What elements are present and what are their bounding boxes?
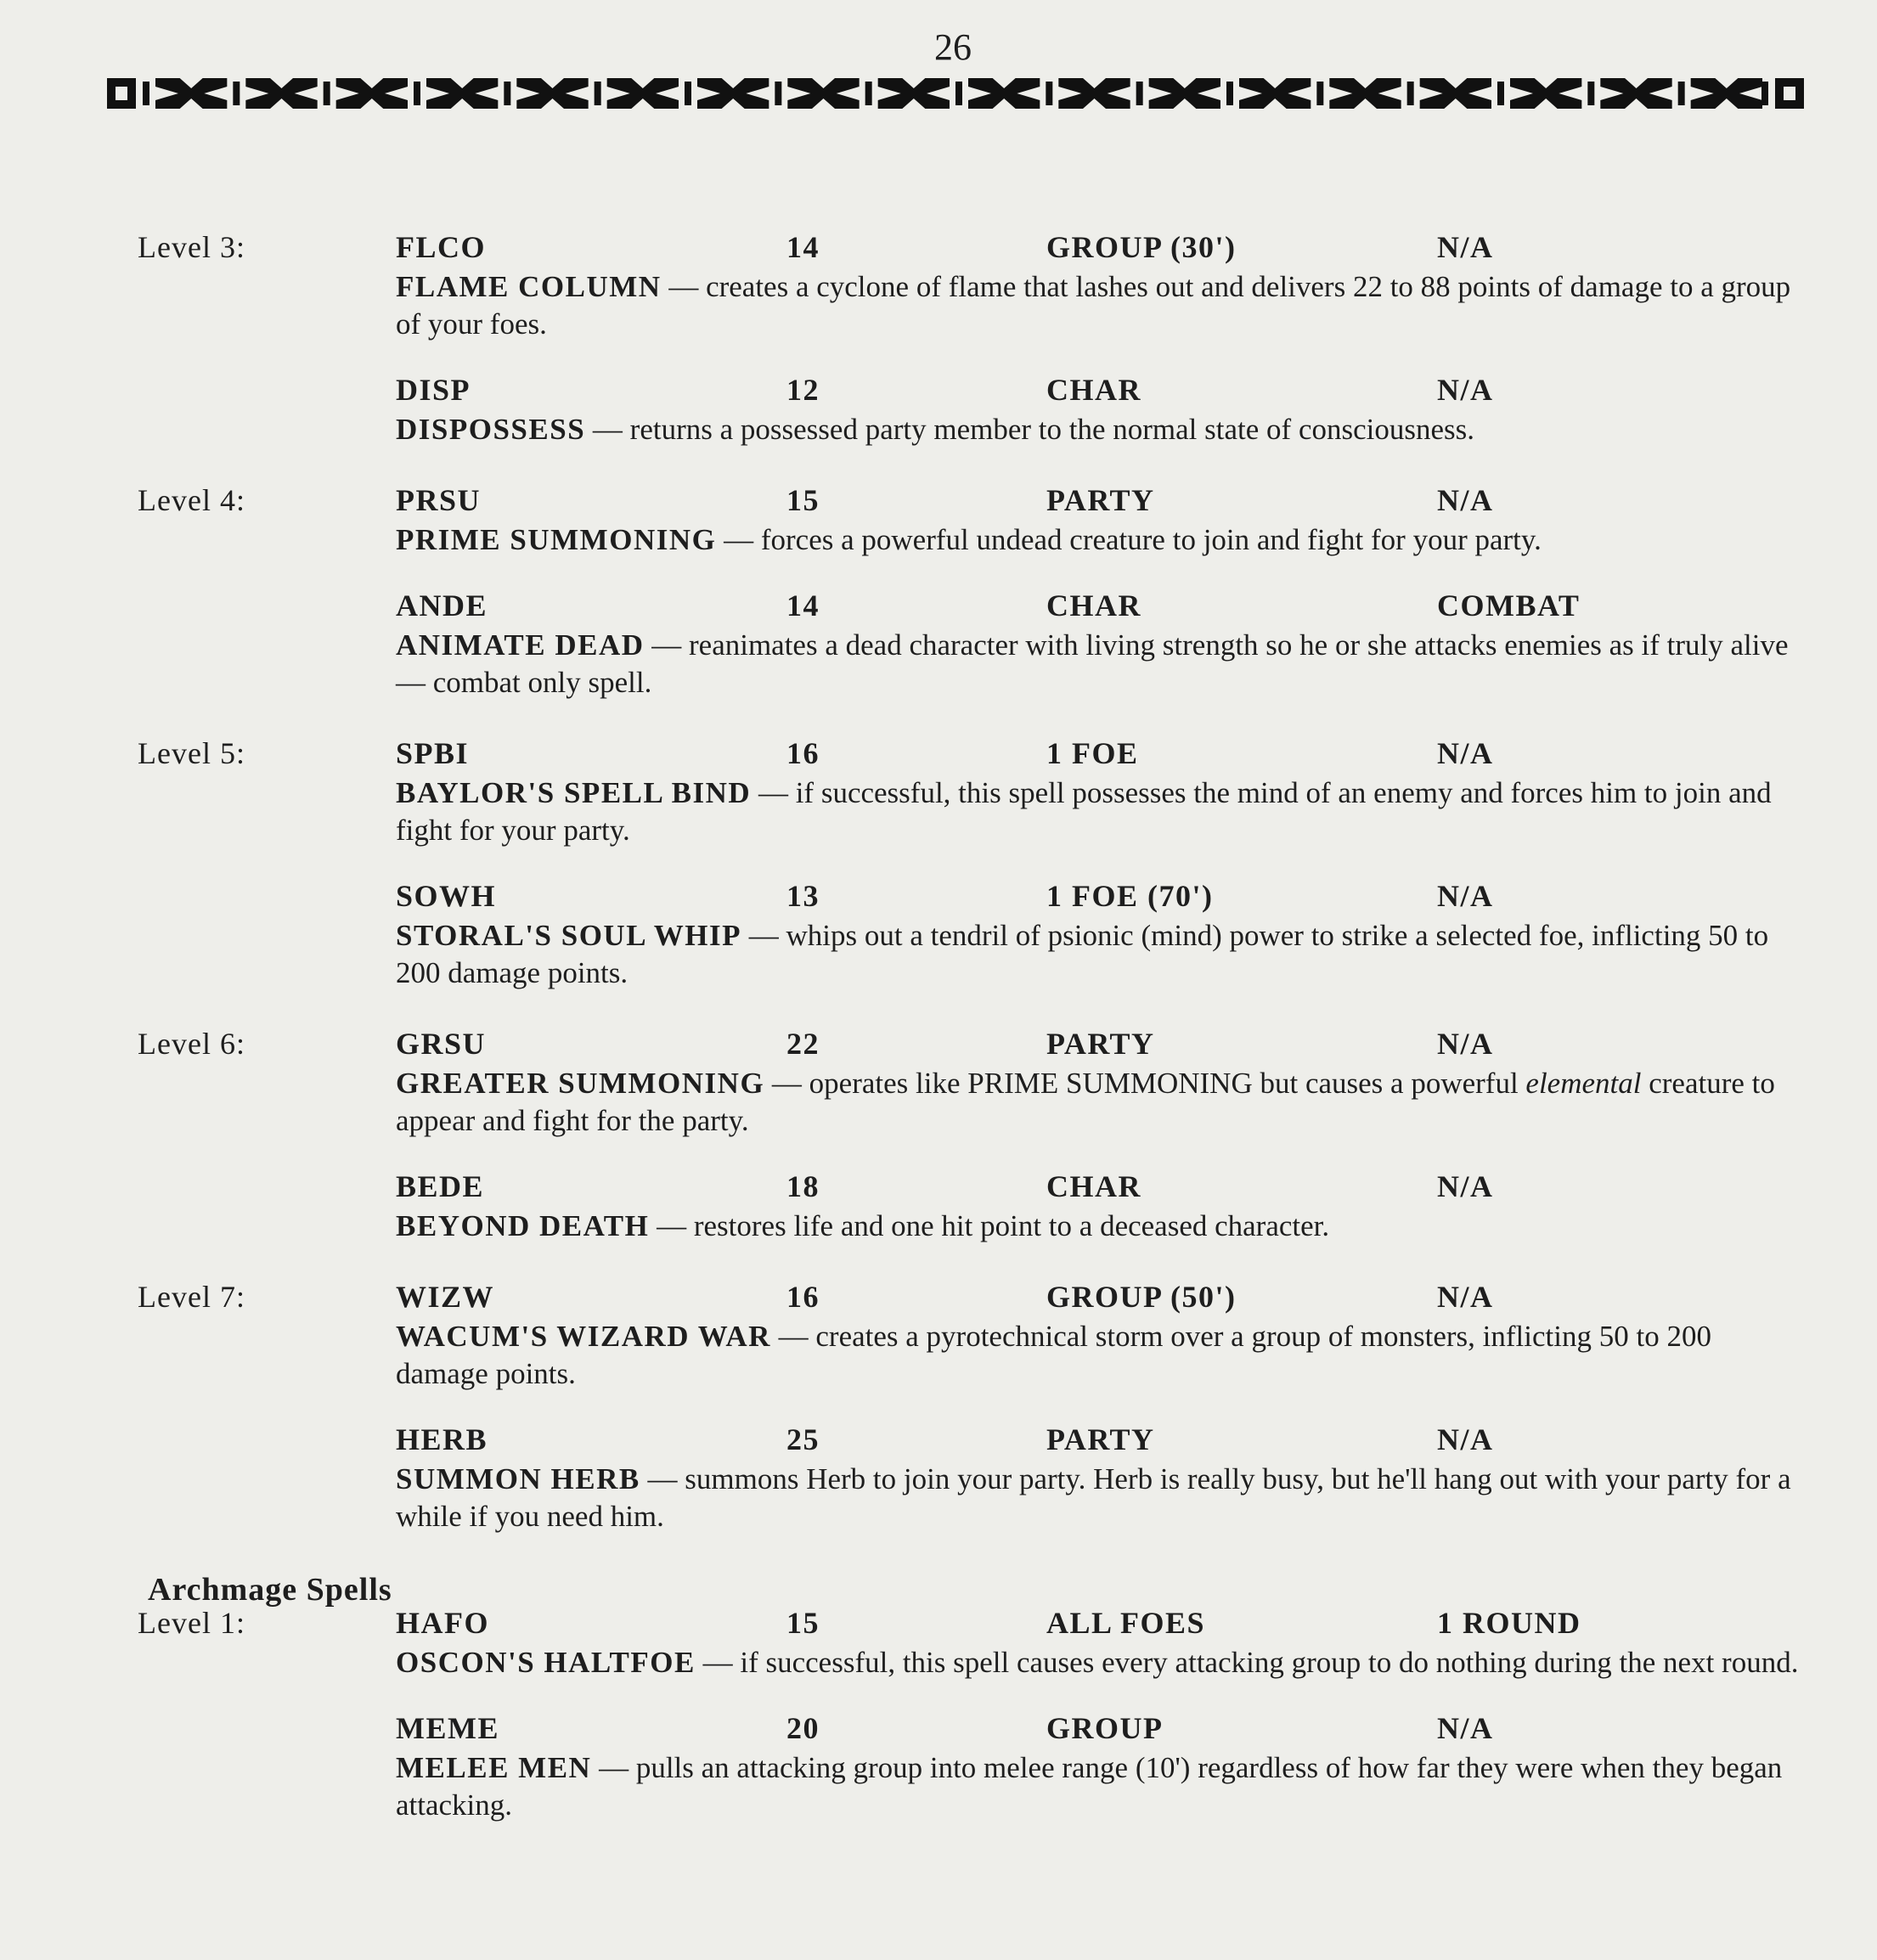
- spell-duration: N/A: [1437, 736, 1494, 770]
- page-number: 26: [934, 26, 972, 68]
- border-x-motif: [336, 78, 408, 109]
- border-bar: [1226, 82, 1233, 105]
- spell-entry: [0, 1605, 1877, 1681]
- border-bar: [504, 82, 510, 105]
- spell-entry: [0, 1422, 1877, 1535]
- spell-name: FLAME COLUMN: [396, 270, 662, 303]
- spell-cost: 14: [786, 230, 820, 264]
- spell-range: 1 FOE: [1046, 736, 1139, 770]
- spell-description-text: — summons Herb to join your party. Herb is really busy, but he'll hang out with your party for a while if you need him.: [396, 1462, 1791, 1533]
- spell-code: DISP: [396, 373, 471, 407]
- spell-range: 1 FOE (70'): [1046, 879, 1214, 913]
- spell-range: PARTY: [1046, 483, 1155, 517]
- spell-range: PARTY: [1046, 1027, 1155, 1061]
- border-bar: [1761, 82, 1768, 105]
- border-x-motif: [1420, 78, 1491, 109]
- spell-level-label: Level 7:: [138, 1280, 245, 1314]
- spell-description-text: — creates a pyrotechnical storm over a group of monsters, inflicting 50 to 200 damage points.: [396, 1320, 1711, 1390]
- spell-description-text: — restores life and one hit point to a deceased character.: [649, 1209, 1330, 1242]
- spell-entry: [0, 878, 1877, 992]
- spell-description: [396, 411, 1806, 448]
- spell-description: [396, 1644, 1806, 1681]
- border-x-motif: [697, 78, 769, 109]
- spell-name: BAYLOR'S SPELL BIND: [396, 776, 752, 809]
- spell-cost: 15: [786, 1606, 820, 1640]
- spell-cost: 15: [786, 483, 820, 517]
- spell-code: WIZW: [396, 1280, 495, 1314]
- spell-name: PRIME SUMMONING: [396, 523, 717, 556]
- border-x-motif: [426, 78, 498, 109]
- spell-cost: 18: [786, 1169, 820, 1203]
- border-x-motif: [607, 78, 679, 109]
- border-bar: [1407, 82, 1414, 105]
- border-bar: [414, 82, 420, 105]
- spell-code: SPBI: [396, 736, 470, 770]
- spell-duration: N/A: [1437, 1169, 1494, 1203]
- spell-description-emphasis: elemental: [1525, 1067, 1642, 1100]
- spell-code: HAFO: [396, 1606, 489, 1640]
- border-x-motif: [516, 78, 588, 109]
- border-x-motif: [1691, 78, 1762, 109]
- spell-description-text: — operates like PRIME SUMMONING but causes a powerful: [764, 1067, 1526, 1100]
- spell-cost: 22: [786, 1027, 820, 1061]
- spell-entry: [0, 1169, 1877, 1245]
- border-bar: [775, 82, 781, 105]
- spell-name: STORAL'S SOUL WHIP: [396, 919, 741, 952]
- border-x-motif: [1149, 78, 1220, 109]
- spell-range: GROUP (30'): [1046, 230, 1237, 264]
- border-bar: [1497, 82, 1504, 105]
- spell-level-label: Level 1:: [138, 1606, 245, 1640]
- spell-entry: [0, 735, 1877, 849]
- spell-description: [396, 1065, 1806, 1140]
- spell-code: ANDE: [396, 589, 488, 622]
- spell-code: PRSU: [396, 483, 482, 517]
- border-x-motif: [1329, 78, 1401, 109]
- border-x-motif: [1058, 78, 1130, 109]
- spell-cost: 14: [786, 589, 820, 622]
- spell-description-text: creature to appear and fight for the party.: [396, 1067, 1775, 1137]
- border-x-motif: [787, 78, 859, 109]
- border-bar: [1136, 82, 1143, 105]
- border-bar: [955, 82, 962, 105]
- spell-name: DISPOSSESS: [396, 413, 586, 446]
- spell-code: MEME: [396, 1711, 499, 1745]
- border-x-motif: [1510, 78, 1581, 109]
- spell-cost: 16: [786, 1280, 820, 1314]
- border-x-motif: [878, 78, 950, 109]
- border-bar: [865, 82, 872, 105]
- spell-description-text: — if successful, this spell causes every attacking group to do nothing during the next round.: [695, 1646, 1799, 1679]
- border-x-motif: [1600, 78, 1671, 109]
- spell-code: FLCO: [396, 230, 487, 264]
- border-bar: [685, 82, 691, 105]
- spell-description: [396, 774, 1806, 849]
- spell-description: [396, 268, 1806, 343]
- spell-description-text: — creates a cyclone of flame that lashes out and delivers 22 to 88 points of damage to a group of your foes.: [396, 270, 1791, 341]
- border-bar: [1046, 82, 1052, 105]
- spell-entry: [0, 482, 1877, 559]
- spell-entry: [0, 1279, 1877, 1393]
- border-bar: [1587, 82, 1594, 105]
- spell-duration: N/A: [1437, 230, 1494, 264]
- spell-description-text: — whips out a tendril of psionic (mind) power to strike a selected foe, inflicting 50 to 200 damage points.: [396, 919, 1769, 989]
- spell-code: SOWH: [396, 879, 497, 913]
- spell-description: [396, 917, 1806, 992]
- spell-entry: [0, 1710, 1877, 1824]
- spell-description-text: — forces a powerful undead creature to join and fight for your party.: [716, 523, 1542, 556]
- spell-entry: [0, 372, 1877, 448]
- spell-duration: N/A: [1437, 483, 1494, 517]
- spell-level-label: Level 5:: [138, 736, 245, 770]
- spell-description: [396, 1318, 1806, 1393]
- decorative-border: [107, 75, 1804, 112]
- spell-name: SUMMON HERB: [396, 1462, 640, 1495]
- spell-level-label: Level 3:: [138, 230, 245, 264]
- spell-entry: [0, 229, 1877, 343]
- border-bar: [324, 82, 330, 105]
- spell-description-text: — returns a possessed party member to the normal state of consciousness.: [585, 413, 1475, 446]
- spell-duration: N/A: [1437, 1027, 1494, 1061]
- spell-entry: [0, 1026, 1877, 1140]
- spell-cost: 25: [786, 1422, 820, 1456]
- spell-name: MELEE MEN: [396, 1751, 592, 1784]
- border-bar: [595, 82, 601, 105]
- spell-code: GRSU: [396, 1027, 487, 1061]
- spell-name: ANIMATE DEAD: [396, 628, 645, 662]
- spell-range: GROUP: [1046, 1711, 1164, 1745]
- spell-entry: [0, 588, 1877, 701]
- spell-cost: 13: [786, 879, 820, 913]
- border-bar: [1316, 82, 1323, 105]
- spell-range: CHAR: [1046, 589, 1141, 622]
- spell-cost: 16: [786, 736, 820, 770]
- spell-description: [396, 1461, 1806, 1535]
- spell-range: PARTY: [1046, 1422, 1155, 1456]
- spell-name: GREATER SUMMONING: [396, 1067, 765, 1100]
- border-x-motif: [1239, 78, 1311, 109]
- spell-description: [396, 1749, 1806, 1824]
- spell-range: GROUP (50'): [1046, 1280, 1237, 1314]
- spell-description-text: — reanimates a dead character with living strength so he or she attacks enemies as if truly alive — combat only spell.: [396, 628, 1789, 699]
- spell-range: CHAR: [1046, 1169, 1141, 1203]
- border-x-motif: [968, 78, 1040, 109]
- spell-cost: 20: [786, 1711, 820, 1745]
- spell-code: HERB: [396, 1422, 488, 1456]
- spell-level-label: Level 6:: [138, 1027, 245, 1061]
- border-bar: [143, 82, 149, 105]
- spell-cost: 12: [786, 373, 820, 407]
- border-bar: [1678, 82, 1685, 105]
- spell-duration: N/A: [1437, 1422, 1494, 1456]
- spell-duration: COMBAT: [1437, 589, 1581, 622]
- border-x-motif: [245, 78, 317, 109]
- spell-duration: 1 ROUND: [1437, 1606, 1581, 1640]
- spell-name: BEYOND DEATH: [396, 1209, 650, 1242]
- spell-name: OSCON'S HALTFOE: [396, 1646, 696, 1679]
- spell-duration: N/A: [1437, 373, 1494, 407]
- spell-code: BEDE: [396, 1169, 485, 1203]
- spell-list: [0, 229, 1877, 1824]
- spell-duration: N/A: [1437, 879, 1494, 913]
- border-bar: [233, 82, 240, 105]
- spell-range: ALL FOES: [1046, 1606, 1206, 1640]
- spell-description: [396, 521, 1806, 559]
- spell-range: CHAR: [1046, 373, 1141, 407]
- spell-name: WACUM'S WIZARD WAR: [396, 1320, 771, 1353]
- spell-description: [396, 1208, 1806, 1245]
- spell-description-text: — if successful, this spell possesses the mind of an enemy and forces him to join and fight for your party.: [396, 776, 1772, 847]
- spell-description: [396, 627, 1806, 701]
- spell-duration: N/A: [1437, 1711, 1494, 1745]
- spell-description-text: — pulls an attacking group into melee range (10') regardless of how far they were when they began attacking.: [396, 1751, 1783, 1822]
- spell-duration: N/A: [1437, 1280, 1494, 1314]
- section-title: Archmage Spells: [148, 1572, 392, 1608]
- border-x-motif: [155, 78, 227, 109]
- spell-level-label: Level 4:: [138, 483, 245, 517]
